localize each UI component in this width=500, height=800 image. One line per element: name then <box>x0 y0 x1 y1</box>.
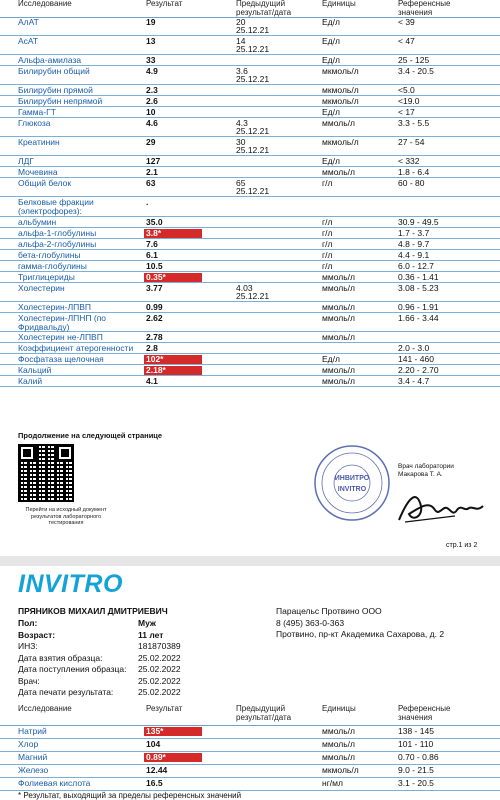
reference-range: 9.0 - 21.5 <box>398 765 434 775</box>
seal-top-text: ИНВИТРО <box>334 475 370 482</box>
test-name: Магний <box>18 752 48 762</box>
page-separator <box>0 556 500 566</box>
result-value: 127 <box>146 156 161 166</box>
invitro-logo: INVITRO <box>18 570 123 598</box>
unit: мкмоль/л <box>322 66 359 76</box>
unit: ммоль/л <box>322 739 355 749</box>
unit: ммоль/л <box>322 283 355 293</box>
patient-labels <box>18 618 127 699</box>
test-name: Общий белок <box>18 178 72 188</box>
unit: г/л <box>322 228 333 238</box>
unit: ммоль/л <box>322 313 355 323</box>
reference-range: 3.08 - 5.23 <box>398 283 439 293</box>
clinic-address: Протвино, пр-кт Академика Сахарова, д. 2 <box>276 629 445 639</box>
result-value: 2.6 <box>146 96 158 106</box>
result-value: 13 <box>146 36 156 46</box>
reference-range: 30.9 - 49.5 <box>398 217 439 227</box>
table-row <box>0 302 500 313</box>
table-row <box>0 217 500 228</box>
table-row <box>0 178 500 197</box>
reference-range: 101 - 110 <box>398 739 434 749</box>
result-value: 2.3 <box>146 85 158 95</box>
qr-note: Перейти на исходный документ результатов лабораторного тестирования <box>25 507 107 526</box>
table-header-2 <box>0 705 500 726</box>
result-value: 19 <box>146 17 156 27</box>
table-row <box>0 726 500 739</box>
result-value: 10 <box>146 107 156 117</box>
result-value: 29 <box>146 137 156 147</box>
reference-range: 27 - 54 <box>398 137 425 147</box>
test-name: Кальций <box>18 365 52 375</box>
unit: г/л <box>322 217 333 227</box>
sex-label: Пол: <box>18 618 38 628</box>
result-value: 12.44 <box>146 765 168 775</box>
result-value-flagged: 102* <box>144 355 202 364</box>
col-prev-header: Предыдущий результат/дата <box>236 0 292 17</box>
reference-range: < 47 <box>398 36 415 46</box>
test-name: гамма-глобулины <box>18 261 87 271</box>
col-test-header-2: Исследование <box>18 704 72 713</box>
qr-code[interactable] <box>18 444 74 502</box>
footnote: * Результат, выходящий за пределы референсных значений <box>18 791 242 800</box>
unit: ммоль/л <box>322 118 355 128</box>
result-value: 2.1 <box>146 167 158 177</box>
test-name: Фолиевая кислота <box>18 778 91 788</box>
reference-range: 138 - 145 <box>398 726 434 736</box>
table-row <box>0 85 500 96</box>
result-value-flagged: 3.8* <box>144 229 202 238</box>
result-value: 4.6 <box>146 118 158 128</box>
test-name: Билирубин общий <box>18 66 90 76</box>
table-row <box>0 197 500 217</box>
result-value: 16.5 <box>146 778 163 788</box>
sample-date-value: 25.02.2022 <box>138 652 181 663</box>
unit: ммоль/л <box>322 167 355 177</box>
test-name: ЛДГ <box>18 156 34 166</box>
reference-range: < 332 <box>398 156 420 166</box>
reference-range: 6.0 - 12.7 <box>398 261 434 271</box>
result-value: 33 <box>146 55 156 65</box>
reference-range: 3.4 - 20.5 <box>398 66 434 76</box>
test-name: альфа-1-глобулины <box>18 228 97 238</box>
table-row <box>0 283 500 302</box>
result-value-flagged: 135* <box>144 727 202 736</box>
col-prev-header-2: Предыдущий результат/дата <box>236 704 292 722</box>
unit: ммоль/л <box>322 365 355 375</box>
reference-range: 3.1 - 20.5 <box>398 778 434 788</box>
table-row <box>0 55 500 66</box>
result-value-flagged: 0.89* <box>144 753 202 762</box>
table-row <box>0 376 500 387</box>
unit: ммоль/л <box>322 752 355 762</box>
previous-date: 25.12.21 <box>236 186 270 196</box>
test-name: Билирубин прямой <box>18 85 93 95</box>
col-ref-header-2: Референсные значения <box>398 704 451 722</box>
unit: мкмоль/л <box>322 96 359 106</box>
doctor-role: Врач лаборатории <box>398 463 454 470</box>
table-row <box>0 343 500 354</box>
result-value: 2.78 <box>146 332 163 342</box>
result-value: 63 <box>146 178 156 188</box>
clinic-phone: 8 (495) 363-0-363 <box>276 617 345 628</box>
table-row <box>0 765 500 778</box>
table-row <box>0 261 500 272</box>
previous-date: 25.12.21 <box>236 74 270 84</box>
page-number: стр.1 из 2 <box>446 542 478 549</box>
test-name: бета-глобулины <box>18 250 81 260</box>
inz-value: 181870389 <box>138 641 181 651</box>
doctor-name: Макарова Т. А. <box>398 471 443 478</box>
test-name: Фосфатаза щелочная <box>18 354 104 364</box>
unit: мкмоль/л <box>322 765 359 775</box>
test-name: Холестерин не-ЛПВП <box>18 332 103 342</box>
result-value: 3.77 <box>146 283 163 293</box>
unit: мкмоль/л <box>322 85 359 95</box>
reference-range: 4.8 - 9.7 <box>398 239 430 249</box>
col-unit-header: Единицы <box>322 0 356 8</box>
table-row <box>0 66 500 85</box>
seal-bottom-text: INVITRO <box>337 486 367 493</box>
col-result-header: Результат <box>146 0 183 8</box>
patient-info <box>18 606 168 618</box>
test-name: альфа-2-глобулины <box>18 239 97 249</box>
test-name: Глюкоза <box>18 118 51 128</box>
col-result-header-2: Результат <box>146 704 183 713</box>
test-name: Хлор <box>18 739 39 749</box>
result-value: 10.5 <box>146 261 163 271</box>
table-row <box>0 107 500 118</box>
table-row <box>0 313 500 332</box>
previous-value: 4.3 <box>236 118 248 128</box>
clinic-name: Парацельс Протвино ООО <box>276 606 382 616</box>
col-ref-header: Референсные значения <box>398 0 451 17</box>
previous-date: 25.12.21 <box>236 44 270 54</box>
lab-seal <box>312 443 392 523</box>
test-name: Железо <box>18 765 49 775</box>
test-name: альбумин <box>18 217 57 227</box>
previous-value: 65 <box>236 178 246 188</box>
test-name: Белковые фракции (электрофорез): <box>18 197 94 216</box>
result-value: 7.6 <box>146 239 158 249</box>
sample-date-label: Дата взятия образца: <box>18 652 103 663</box>
result-value: 6.1 <box>146 250 158 260</box>
table-row <box>0 778 500 791</box>
inz-label: ИНЗ: <box>18 641 38 651</box>
table-row <box>0 272 500 283</box>
table-row <box>0 17 500 36</box>
table-row <box>0 167 500 178</box>
test-name: АлАТ <box>18 17 39 27</box>
unit: ммоль/л <box>322 376 355 386</box>
test-name: Холестерин-ЛПНП (по Фридвальду) <box>18 313 107 332</box>
previous-date: 25.12.21 <box>236 145 270 155</box>
table-row <box>0 239 500 250</box>
reference-range: 2.0 - 3.0 <box>398 343 430 353</box>
test-name: Альфа-амилаза <box>18 55 82 65</box>
receipt-date-value: 25.02.2022 <box>138 664 181 674</box>
unit: Ед/л <box>322 156 340 166</box>
result-value: . <box>146 197 149 207</box>
test-name: Гамма-ГТ <box>18 107 56 117</box>
unit: г/л <box>322 261 333 271</box>
unit: ммоль/л <box>322 726 355 736</box>
reference-range: 0.70 - 0.86 <box>398 752 439 762</box>
previous-date: 25.12.21 <box>236 126 270 136</box>
result-value: 104 <box>146 739 161 749</box>
patient-name: ПРЯНИКОВ МИХАИЛ ДМИТРИЕВИЧ <box>18 606 168 616</box>
result-value: 2.62 <box>146 313 163 323</box>
unit: Ед/л <box>322 354 340 364</box>
reference-range: <19.0 <box>398 96 420 106</box>
reference-range: 1.8 - 6.4 <box>398 167 430 177</box>
unit: Ед/л <box>322 17 340 27</box>
table-row <box>0 156 500 167</box>
table-header <box>0 0 500 18</box>
unit: Ед/л <box>322 36 340 46</box>
col-test-header: Исследование <box>18 0 72 8</box>
unit: нг/мл <box>322 778 343 788</box>
doctor-label: Врач: <box>18 675 40 686</box>
patient-values <box>138 618 181 699</box>
result-value-flagged: 0.35* <box>144 273 202 282</box>
reference-range: 0.36 - 1.41 <box>398 272 439 282</box>
test-name: АсАТ <box>18 36 39 46</box>
previous-value: 20 <box>236 17 246 27</box>
reference-range: 4.4 - 9.1 <box>398 250 430 260</box>
print-date-value: 25.02.2022 <box>138 687 181 697</box>
continued-note: Продолжение на следующей странице <box>18 431 163 440</box>
unit: мкмоль/л <box>322 137 359 147</box>
sex-value: Муж <box>138 618 156 628</box>
age-label: Возраст: <box>18 629 56 640</box>
reference-range: 3.3 - 5.5 <box>398 118 430 128</box>
doctor-block <box>398 463 454 479</box>
previous-value: 3.6 <box>236 66 248 76</box>
reference-range: 141 - 460 <box>398 354 434 364</box>
reference-range: < 39 <box>398 17 415 27</box>
test-name: Триглицериды <box>18 272 75 282</box>
reference-range: < 17 <box>398 107 415 117</box>
table-row <box>0 354 500 365</box>
test-name: Калий <box>18 376 43 386</box>
unit: г/л <box>322 178 333 188</box>
reference-range: 25 - 125 <box>398 55 430 65</box>
previous-value: 4.03 <box>236 283 253 293</box>
age-value: 11 лет <box>138 629 164 640</box>
test-name: Креатинин <box>18 137 60 147</box>
receipt-date-label: Дата поступления образца: <box>18 664 127 674</box>
unit: г/л <box>322 239 333 249</box>
col-unit-header-2: Единицы <box>322 704 356 713</box>
result-value: 4.9 <box>146 66 158 76</box>
result-value-flagged: 2.18* <box>144 366 202 375</box>
previous-date: 25.12.21 <box>236 25 270 35</box>
test-name: Билирубин непрямой <box>18 96 103 106</box>
table-row <box>0 752 500 765</box>
previous-value: 14 <box>236 36 246 46</box>
table-row <box>0 137 500 156</box>
table-row <box>0 228 500 239</box>
unit: г/л <box>322 250 333 260</box>
previous-date: 25.12.21 <box>236 291 270 301</box>
table-row <box>0 365 500 376</box>
test-name: Коэффициент атерогенности <box>18 343 134 353</box>
table-row <box>0 118 500 137</box>
reference-range: 2.20 - 2.70 <box>398 365 439 375</box>
test-name: Натрий <box>18 726 47 736</box>
reference-range: 1.66 - 3.44 <box>398 313 439 323</box>
result-value: 0.99 <box>146 302 163 312</box>
test-name: Мочевина <box>18 167 58 177</box>
unit: Ед/л <box>322 55 340 65</box>
print-date-label: Дата печати результата: <box>18 687 114 697</box>
test-name: Холестерин-ЛПВП <box>18 302 92 312</box>
table-row <box>0 36 500 55</box>
reference-range: 3.4 - 4.7 <box>398 376 430 386</box>
unit: ммоль/л <box>322 272 355 282</box>
unit: ммоль/л <box>322 302 355 312</box>
previous-value: 30 <box>236 137 246 147</box>
table-row <box>0 332 500 343</box>
unit: ммоль/л <box>322 332 355 342</box>
reference-range: 60 - 80 <box>398 178 425 188</box>
signature <box>395 486 485 526</box>
result-value: 2.8 <box>146 343 158 353</box>
clinic-info <box>276 606 444 641</box>
test-name: Холестерин <box>18 283 65 293</box>
table-row <box>0 250 500 261</box>
table-row <box>0 739 500 752</box>
result-value: 4.1 <box>146 376 158 386</box>
reference-range: 1.7 - 3.7 <box>398 228 430 238</box>
reference-range: 0.96 - 1.91 <box>398 302 439 312</box>
result-value: 35.0 <box>146 217 163 227</box>
doctor-value: 25.02.2022 <box>138 675 181 686</box>
unit: Ед/л <box>322 107 340 117</box>
table-row <box>0 96 500 107</box>
reference-range: <5.0 <box>398 85 415 95</box>
